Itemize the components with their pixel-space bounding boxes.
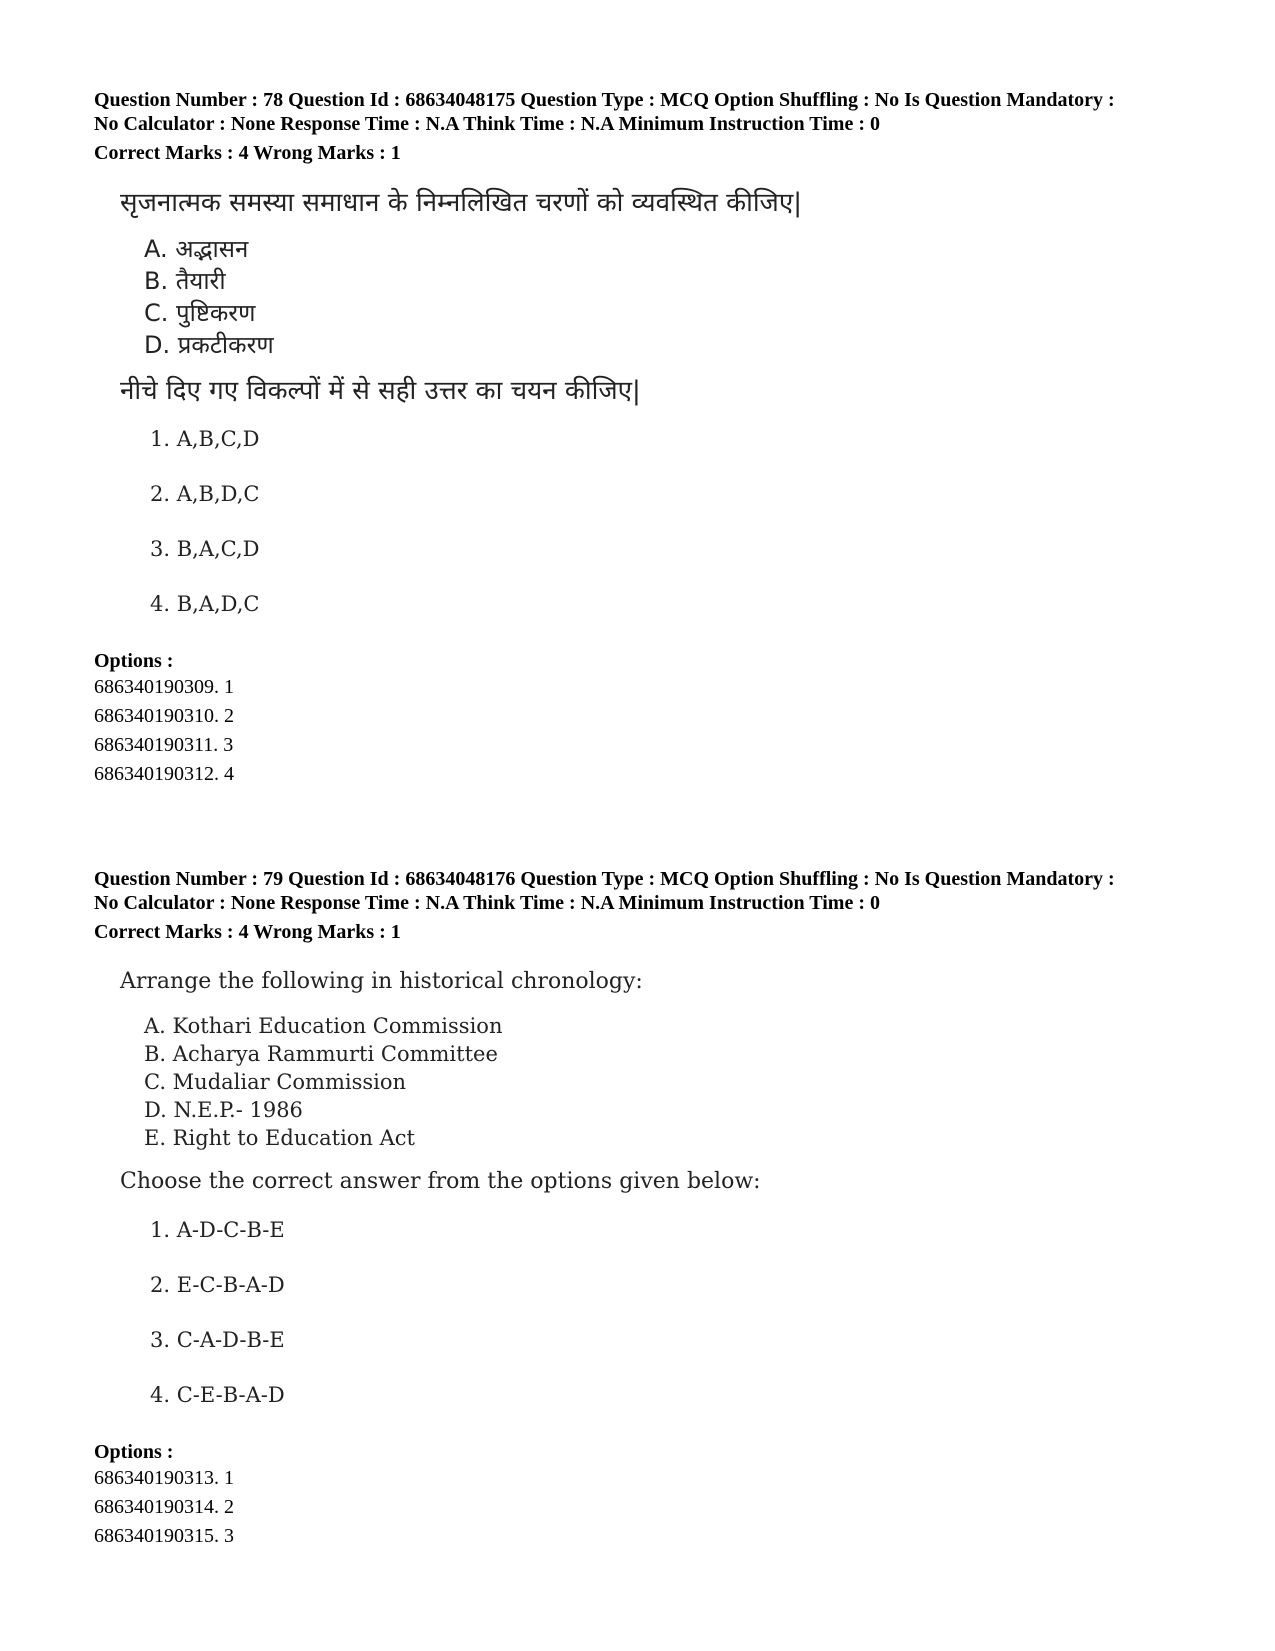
option-row: 686340190315. 3 [94,1525,234,1547]
question-item: B. तैयारी [144,267,226,295]
question-marks: Correct Marks : 4 Wrong Marks : 1 [94,921,401,943]
option-row: 686340190309. 1 [94,676,234,698]
question-header-line-1: Question Number : 78 Question Id : 68634048175 Question Type : MCQ Option Shuffling : No Is Question Mandatory : [94,89,1115,111]
question-item: C. पुष्टिकरण [144,299,256,327]
question-header-line-2: No Calculator : None Response Time : N.A Think Time : N.A Minimum Instruction Time : 0 [94,892,880,914]
options-title: Options : [94,1441,174,1463]
options-title: Options : [94,650,174,672]
answer-choice: 1. A,B,C,D [150,427,260,451]
question-header-line-1: Question Number : 79 Question Id : 68634048176 Question Type : MCQ Option Shuffling : No Is Question Mandatory : [94,868,1115,890]
answer-choice: 4. B,A,D,C [150,592,260,616]
answer-choices [150,425,1194,645]
question-instruction: नीचे दिए गए विकल्पों में से सही उत्तर का चयन कीजिए| [120,376,641,406]
question-item: A. अद्भासन [144,235,249,263]
question-instruction: Choose the correct answer from the options given below: [120,1169,761,1194]
answer-choice: 3. B,A,C,D [150,537,260,561]
option-row: 686340190312. 4 [94,763,234,785]
option-row: 686340190310. 2 [94,705,234,727]
question-items [144,1012,1194,1152]
question-item: D. प्रकटीकरण [144,331,274,359]
answer-choice: 1. A-D-C-B-E [150,1218,285,1242]
question-header-line-2: No Calculator : None Response Time : N.A Think Time : N.A Minimum Instruction Time : 0 [94,113,880,135]
question-item: A. Kothari Education Commission [144,1014,503,1038]
options-list [94,1464,1194,1551]
answer-choices [150,1216,1194,1436]
question-image [120,966,1194,1436]
question-items [144,233,1194,361]
option-row: 686340190313. 1 [94,1467,234,1489]
answer-choice: 2. A,B,D,C [150,482,260,506]
question-item: C. Mudaliar Commission [144,1070,407,1094]
question-item: B. Acharya Rammurti Committee [144,1042,498,1066]
question-item: E. Right to Education Act [144,1126,415,1150]
option-row: 686340190311. 3 [94,734,234,756]
question-block-79 [94,867,1194,1551]
option-row: 686340190314. 2 [94,1496,234,1518]
question-item: D. N.E.P.- 1986 [144,1098,303,1122]
question-marks: Correct Marks : 4 Wrong Marks : 1 [94,142,401,164]
question-block-78 [94,88,1194,789]
options-list [94,673,1194,789]
answer-choice: 3. C-A-D-B-E [150,1328,285,1352]
question-stem: Arrange the following in historical chronology: [120,969,643,994]
question-stem: सृजनात्मक समस्या समाधान के निम्नलिखित चरणों को व्यवस्थित कीजिए| [120,188,802,218]
answer-choice: 4. C-E-B-A-D [150,1383,285,1407]
question-image [120,187,1194,645]
answer-choice: 2. E-C-B-A-D [150,1273,285,1297]
